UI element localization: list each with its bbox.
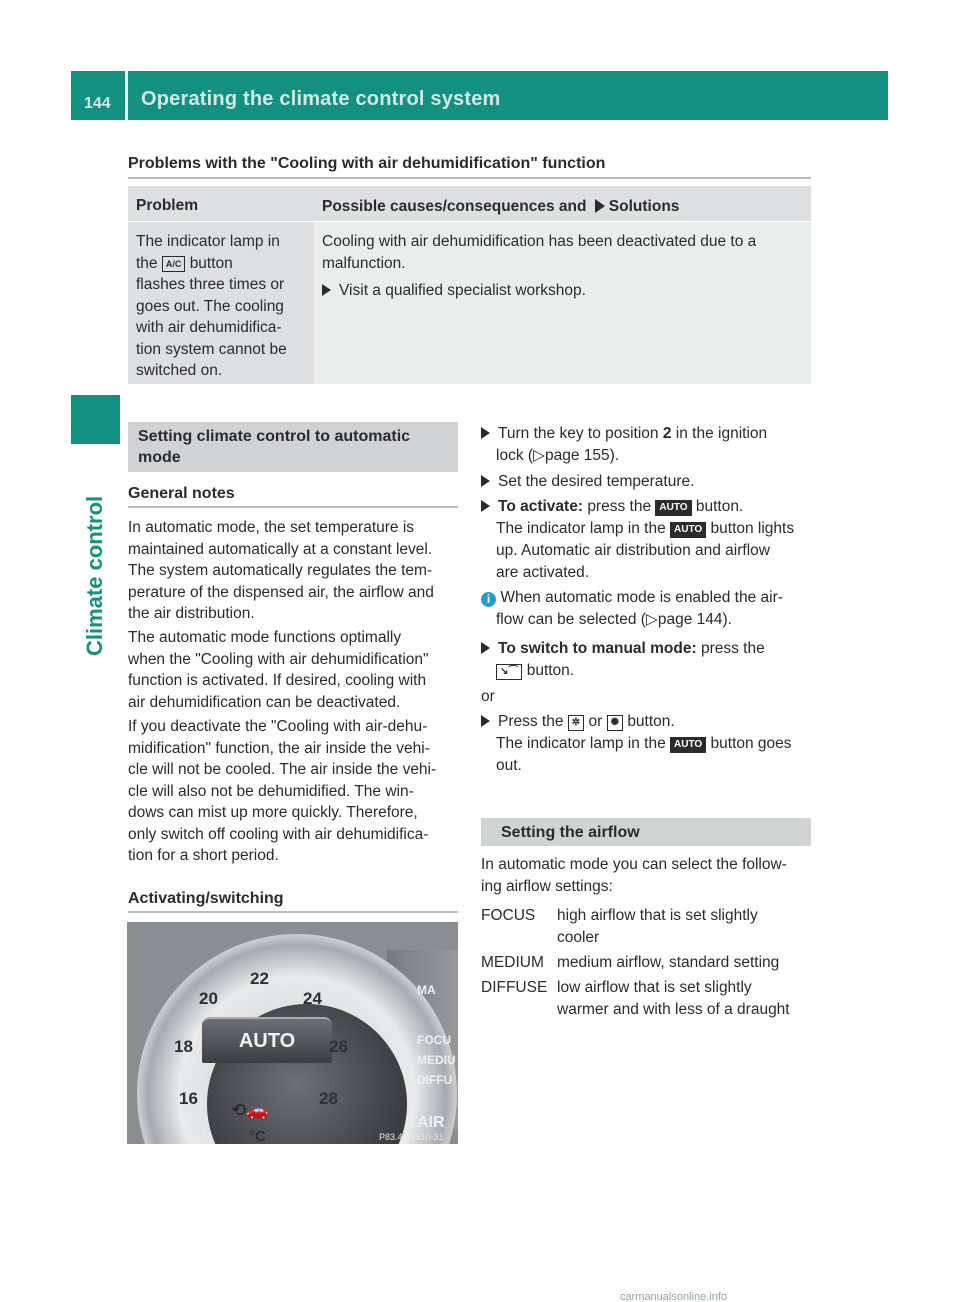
paragraph: If you deactivate the "Cooling with air-dehu- midification" function, the air inside the vehi- cle will not be cooled. The air inside the vehi- cle will also not be dehumidified. The win- dows can mist up more quickly. Therefore, only switch off cooling with air dehumidifica- tion for a short period. (128, 718, 437, 864)
page-ref-icon: ▷ (645, 611, 658, 628)
arrow-icon (595, 199, 605, 213)
step-result: The indicator lamp in the AUTO button lights (496, 520, 795, 537)
page-ref-icon: ▷ (533, 447, 545, 464)
panel-label: DIFFU (417, 1073, 453, 1087)
watermark: carmanualsonline.info (620, 1291, 728, 1302)
step-continued: ↘⌒ button. (496, 660, 574, 682)
panel-label: AIR (417, 1114, 445, 1131)
dial-tick: 20 (199, 989, 218, 1008)
page-title: Operating the climate control system (141, 88, 501, 110)
arrow-icon (481, 715, 490, 727)
arrow-icon (481, 642, 490, 654)
arrow-icon (322, 284, 331, 296)
section-header-automatic: Setting climate control to automatic mode (128, 422, 458, 472)
panel-label: MEDIU (417, 1053, 456, 1067)
auto-button-icon: AUTO (670, 737, 706, 753)
dial-tick: 28 (319, 1089, 338, 1108)
auto-button: AUTO (202, 1017, 332, 1063)
setting-term: DIFFUSE (481, 979, 548, 996)
step-result: out. (496, 757, 522, 774)
panel-label: FOCU (417, 1033, 451, 1047)
dial-tick: 18 (174, 1037, 193, 1056)
column-solutions: Possible causes/consequences and Solutions (322, 198, 680, 215)
step: To switch to manual mode: press the (481, 638, 765, 660)
climate-dial-image (127, 922, 458, 1144)
step: Set the desired temperature. (481, 471, 694, 493)
side-tab (71, 460, 120, 660)
column-problem: Problem (136, 197, 199, 214)
arrow-icon (481, 475, 490, 487)
fan-high-icon: ✺ (607, 715, 623, 731)
auto-button-icon: AUTO (655, 500, 691, 516)
side-tab-label: Climate control (81, 495, 107, 656)
table-row (128, 222, 811, 384)
section-header-airflow: Setting the airflow (481, 818, 811, 846)
dial-tick: 22 (250, 969, 269, 988)
table-header (128, 186, 811, 221)
step-result: are activated. (496, 564, 590, 581)
arrow-icon (481, 500, 490, 512)
side-tab-marker (71, 395, 120, 444)
panel-label: MA (417, 983, 436, 997)
image-code: P83.40-4610-31 (379, 1132, 444, 1142)
activating-title: Activating/switching (128, 890, 284, 907)
auto-button-icon: AUTO (670, 522, 706, 538)
paragraph: In automatic mode you can select the follow- (481, 856, 787, 873)
paragraph: The automatic mode functions optimally when the "Cooling with air dehumidification" function is activated. If desired, cooling with air dehumidification can be deactivated. (128, 629, 429, 711)
step-result: The indicator lamp in the AUTO button goes (496, 735, 792, 752)
setting-desc: low airflow that is set slightly warmer and with less of a draught (557, 979, 790, 1018)
dial-tick: 24 (303, 989, 322, 1008)
setting-desc: medium airflow, standard setting (557, 954, 780, 971)
dial-unit: °C (249, 1128, 266, 1144)
problems-title: Problems with the "Cooling with air dehumidification" function (128, 155, 606, 172)
step: Turn the key to position 2 in the ignition (481, 423, 767, 445)
info-note: i When automatic mode is enabled the air- (481, 587, 783, 609)
paragraph: In automatic mode, the set temperature is maintained automatically at a constant level. The system automatically regulates the tem- perature of the dispensed air, the airflow and the air distribution. (128, 519, 434, 622)
solution-cell: Cooling with air dehumidification has been deactivated due to a malfunction. Visit a qualified specialist workshop. (322, 233, 757, 299)
page-number: 144 (84, 95, 111, 112)
setting-term: MEDIUM (481, 954, 544, 971)
info-icon: i (481, 592, 496, 607)
step: Press the ✲ or ✺ button. (481, 711, 675, 733)
recirculation-icon: ⟲🚗 (231, 1100, 269, 1120)
airflow-distribution-icon: ↘⌒ (496, 664, 522, 680)
arrow-icon (481, 427, 490, 439)
or-text: or (481, 688, 495, 705)
step: To activate: press the AUTO button. (481, 496, 743, 518)
step-continued: lock (▷page 155). (496, 447, 620, 464)
paragraph: ing airflow settings: (481, 878, 613, 895)
divider (128, 911, 458, 913)
fan-low-icon: ✲ (568, 715, 584, 731)
step-result: up. Automatic air distribution and airflow (496, 542, 770, 559)
general-notes-title: General notes (128, 485, 235, 502)
dial-tick: 26 (329, 1037, 348, 1056)
ac-button-icon: A/C (162, 256, 186, 272)
info-note-continued: flow can be selected (▷page 144). (496, 611, 732, 628)
header-divider (125, 71, 128, 120)
divider (128, 177, 811, 179)
setting-term: FOCUS (481, 907, 536, 924)
dial-tick: 16 (179, 1089, 198, 1108)
setting-desc: high airflow that is set slightly cooler (557, 907, 758, 946)
divider (128, 506, 458, 508)
problem-cell: The indicator lamp in the A/C button flashes three times or goes out. The cooling with air dehumidifica- tion system cannot be switched on. (128, 222, 314, 384)
